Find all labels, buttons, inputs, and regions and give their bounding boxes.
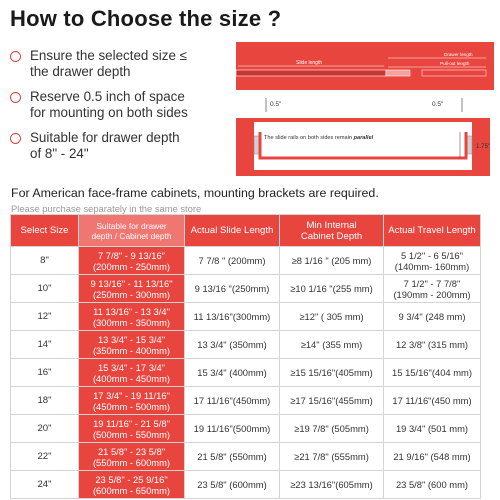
header-min-internal-depth: Min Internal Cabinet Depth: [280, 215, 384, 247]
table-row: [11, 303, 481, 331]
circle-bullet-icon: [10, 133, 21, 144]
cell-drawer-depth: 11 13/16" - 13 3/4" (300mm - 350mm): [79, 303, 185, 331]
bullet-list: [10, 48, 230, 171]
cell-min-depth: ≥8 1/16 " (205 mm): [280, 247, 384, 275]
table-row: [11, 247, 481, 275]
pull-out-length-label: Pull-out length: [440, 61, 470, 66]
cabinet-bottom: [236, 170, 490, 176]
cell-min-depth: ≥17 15/16"(455mm): [280, 387, 384, 415]
slide-rail: [236, 70, 386, 76]
cell-drawer-depth: 7 7/8" - 9 13/16" (200mm - 250mm): [79, 247, 185, 275]
drawer-extension: [422, 70, 486, 76]
cell-travel-length: 21 9/16" (548 mm): [384, 443, 481, 471]
drawer-length-label: Drawer length: [444, 52, 473, 57]
purchase-note: Please purchase separately in the same store: [11, 203, 202, 214]
gap-left-label: 0.5": [270, 101, 282, 108]
cell-slide-length: 21 5/8" (550mm): [185, 443, 280, 471]
cell-travel-length: 17 11/16"(450 mm): [384, 387, 481, 415]
table-row: [11, 471, 481, 499]
cell-size: 16": [11, 359, 79, 387]
cell-size: 22": [11, 443, 79, 471]
cell-slide-length: 19 11/16"(500mm): [185, 415, 280, 443]
bullet-text: Ensure the selected size ≤ the drawer depth: [30, 48, 187, 79]
table-row: [11, 387, 481, 415]
cell-drawer-depth: 15 3/4" - 17 3/4" (400mm - 450mm): [79, 359, 185, 387]
table-header-row: [11, 215, 481, 247]
cell-drawer-depth: 19 11/16" - 21 5/8" (500mm - 550mm): [79, 415, 185, 443]
cell-drawer-depth: 23 5/8" - 25 9/16" (600mm - 650mm): [79, 471, 185, 499]
size-table: [10, 214, 481, 499]
cabinet-top-edge: [236, 118, 490, 122]
cell-drawer-depth: 13 3/4" - 15 3/4" (350mm - 400mm): [79, 331, 185, 359]
cell-travel-length: 19 3/4" (501 mm): [384, 415, 481, 443]
gap-right-label: 0.5": [432, 101, 444, 108]
bullet-text: Reserve 0.5 inch of space for mounting on both sides: [30, 89, 188, 120]
cell-min-depth: ≥10 1/16 "(255 mm): [280, 275, 384, 303]
cell-size: 18": [11, 387, 79, 415]
cell-size: 10": [11, 275, 79, 303]
cell-slide-length: 13 3/4" (350mm): [185, 331, 280, 359]
cell-travel-length: 7 1/2" - 7 7/8" (190mm - 200mm): [384, 275, 481, 303]
cell-drawer-depth: 17 3/4" - 19 11/16" (450mm - 500mm): [79, 387, 185, 415]
bullet-text: Suitable for drawer depth of 8" - 24": [30, 130, 180, 161]
cell-size: 24": [11, 471, 79, 499]
height-label: 1.75": [476, 143, 491, 150]
cell-slide-length: 23 5/8" (600mm): [185, 471, 280, 499]
cabinet-left-wall: [236, 118, 254, 176]
cell-size: 14": [11, 331, 79, 359]
header-actual-travel-length: Actual Travel Length: [384, 215, 481, 247]
table-row: [11, 443, 481, 471]
page-title: How to Choose the size ?: [10, 6, 282, 31]
table-row: [11, 415, 481, 443]
cell-min-depth: ≥12" ( 305 mm): [280, 303, 384, 331]
cell-drawer-depth: 21 5/8" - 23 5/8" (550mm - 600mm): [79, 443, 185, 471]
cell-size: 8": [11, 247, 79, 275]
circle-bullet-icon: [10, 51, 21, 62]
pull-out-rail: [386, 70, 410, 76]
bullet-item: [10, 48, 230, 80]
cell-drawer-depth: 9 13/16" - 11 13/16" (250mm - 300mm): [79, 275, 185, 303]
bullet-item: [10, 89, 230, 121]
cell-size: 12": [11, 303, 79, 331]
bullet-item: [10, 130, 230, 162]
cell-slide-length: 11 13/16"(300mm): [185, 303, 280, 331]
cell-min-depth: ≥23 13/16"(605mm): [280, 471, 384, 499]
cell-slide-length: 15 3/4" (400mm): [185, 359, 280, 387]
cell-slide-length: 17 11/16"(450mm): [185, 387, 280, 415]
header-suitable-depth: Suitable for drawer depth / Cabinet depth: [79, 215, 185, 247]
cell-min-depth: ≥21 7/8" (555mm): [280, 443, 384, 471]
cell-min-depth: ≥15 15/16"(405mm): [280, 359, 384, 387]
slide-length-label: Slide length: [296, 60, 323, 66]
parallel-note: The slide rails on both sides remain parallel: [264, 135, 374, 141]
cell-travel-length: 23 5/8" (600 mm): [384, 471, 481, 499]
face-frame-note: For American face-frame cabinets, mounting brackets are required.: [11, 186, 379, 200]
cell-min-depth: ≥19 7/8" (505mm): [280, 415, 384, 443]
cell-min-depth: ≥14" (355 mm): [280, 331, 384, 359]
header-actual-slide-length: Actual Slide Length: [185, 215, 280, 247]
table-row: [11, 359, 481, 387]
cell-travel-length: 12 3/8" (315 mm): [384, 331, 481, 359]
cell-slide-length: 7 7/8 " (200mm): [185, 247, 280, 275]
cell-size: 20": [11, 415, 79, 443]
cell-travel-length: 5 1/2" - 6 5/16" (140mm- 160mm): [384, 247, 481, 275]
cell-slide-length: 9 13/16 "(250mm): [185, 275, 280, 303]
table-row: [11, 331, 481, 359]
cell-travel-length: 15 15/16"(404 mm): [384, 359, 481, 387]
cell-travel-length: 9 3/4" (248 mm): [384, 303, 481, 331]
circle-bullet-icon: [10, 92, 21, 103]
header-select-size: Select Size: [11, 215, 79, 247]
table-row: [11, 275, 481, 303]
drawer-slide-diagram: [232, 40, 494, 180]
